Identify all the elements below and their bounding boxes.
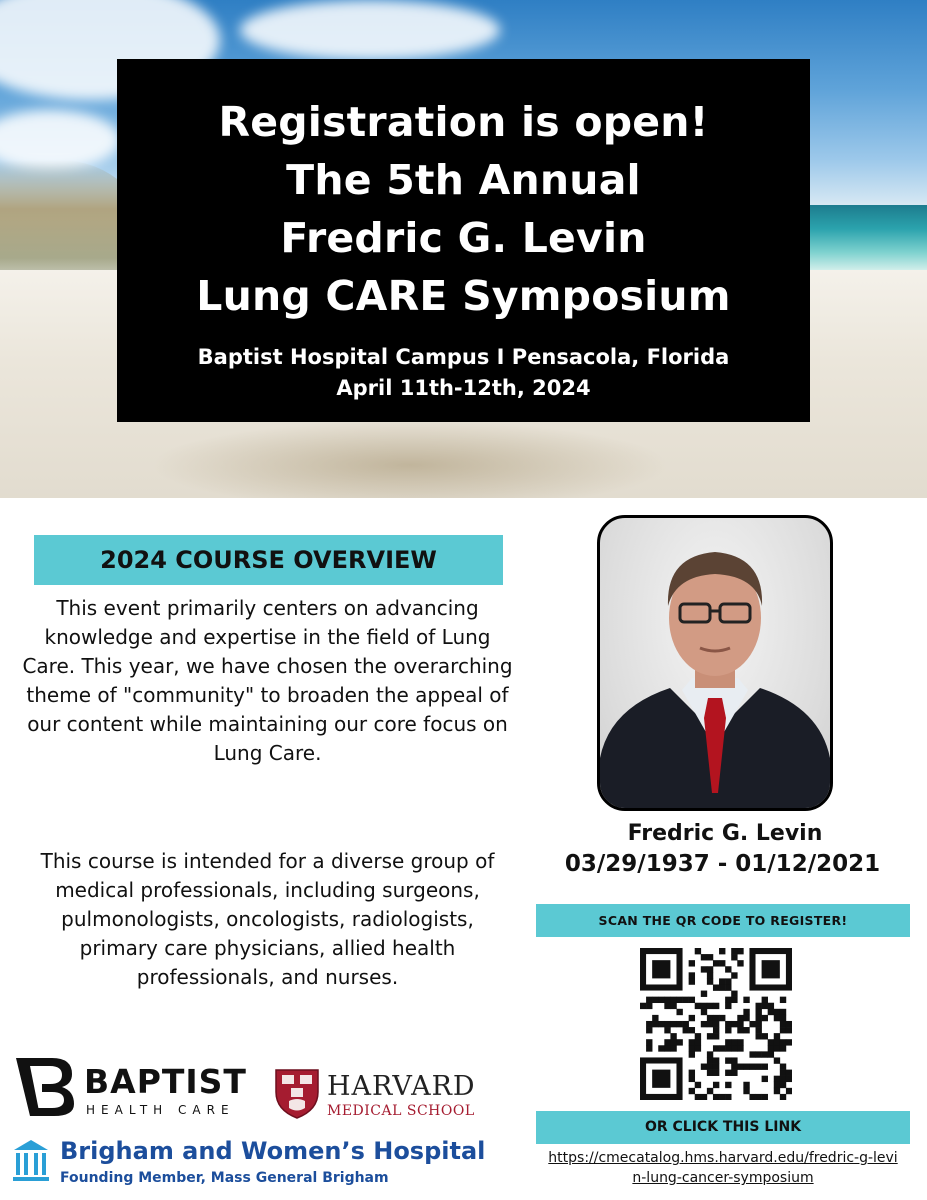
- overview-paragraph-2: This course is intended for a diverse group of medical professionals, including surgeons, pulmonologists, oncologists, radiologists, primary care physicians, allied health professionals, and nurses.: [40, 849, 495, 989]
- harvard-medical-school-logo: [274, 1068, 484, 1128]
- title-line-3: Fredric G. Levin: [280, 214, 647, 262]
- baptist-wordmark: BAPTIST: [84, 1062, 247, 1101]
- registration-link[interactable]: https://cmecatalog.hms.harvard.edu/fredric-g-levin-lung-cancer-symposium: [548, 1150, 898, 1186]
- cloud-decoration: [240, 0, 500, 60]
- harvard-wordmark: HARVARD: [327, 1071, 476, 1102]
- qr-code-icon: [640, 948, 792, 1100]
- dune-shadow-decoration: [150, 420, 670, 498]
- portrait-illustration: [600, 518, 830, 808]
- event-dates: April 11th-12th, 2024: [336, 376, 591, 400]
- honoree-dates: 03/29/1937 - 01/12/2021: [564, 851, 881, 877]
- hero-banner: [0, 0, 927, 498]
- brigham-womens-hospital-logo: [12, 1136, 492, 1192]
- overview-paragraph-1: This event primarily centers on advancing knowledge and expertise in the field of Lung Care. This year, we have chosen the overarching theme of "community" to broaden the appeal of our content while maintaining our core focus on Lung Care.: [22, 596, 513, 765]
- building-columns-icon: [12, 1138, 50, 1184]
- course-overview-heading: 2024 COURSE OVERVIEW: [34, 535, 503, 585]
- honoree-name: Fredric G. Levin: [627, 821, 823, 846]
- scan-qr-label: SCAN THE QR CODE TO REGISTER!: [536, 904, 910, 937]
- baptist-subtitle: HEALTH CARE: [86, 1103, 235, 1117]
- baptist-b-icon: [12, 1052, 76, 1118]
- title-line-1: Registration is open!: [218, 98, 709, 146]
- portrait-photo: [597, 515, 833, 811]
- title-box: [117, 59, 810, 422]
- event-title: [117, 93, 810, 325]
- brigham-wordmark: Brigham and Women’s Hospital: [60, 1137, 486, 1165]
- click-link-label: OR CLICK THIS LINK: [536, 1111, 910, 1144]
- event-details: [117, 342, 810, 404]
- event-location: Baptist Hospital Campus I Pensacola, Florida: [197, 345, 730, 369]
- title-line-2: The 5th Annual: [286, 156, 641, 204]
- harvard-shield-icon: [274, 1068, 320, 1120]
- harvard-subtitle: MEDICAL SCHOOL: [327, 1103, 475, 1119]
- brigham-subtitle: Founding Member, Mass General Brigham: [60, 1170, 389, 1186]
- baptist-health-care-logo: [12, 1052, 262, 1122]
- registration-qr-code[interactable]: [640, 948, 792, 1100]
- title-line-4: Lung CARE Symposium: [196, 272, 731, 320]
